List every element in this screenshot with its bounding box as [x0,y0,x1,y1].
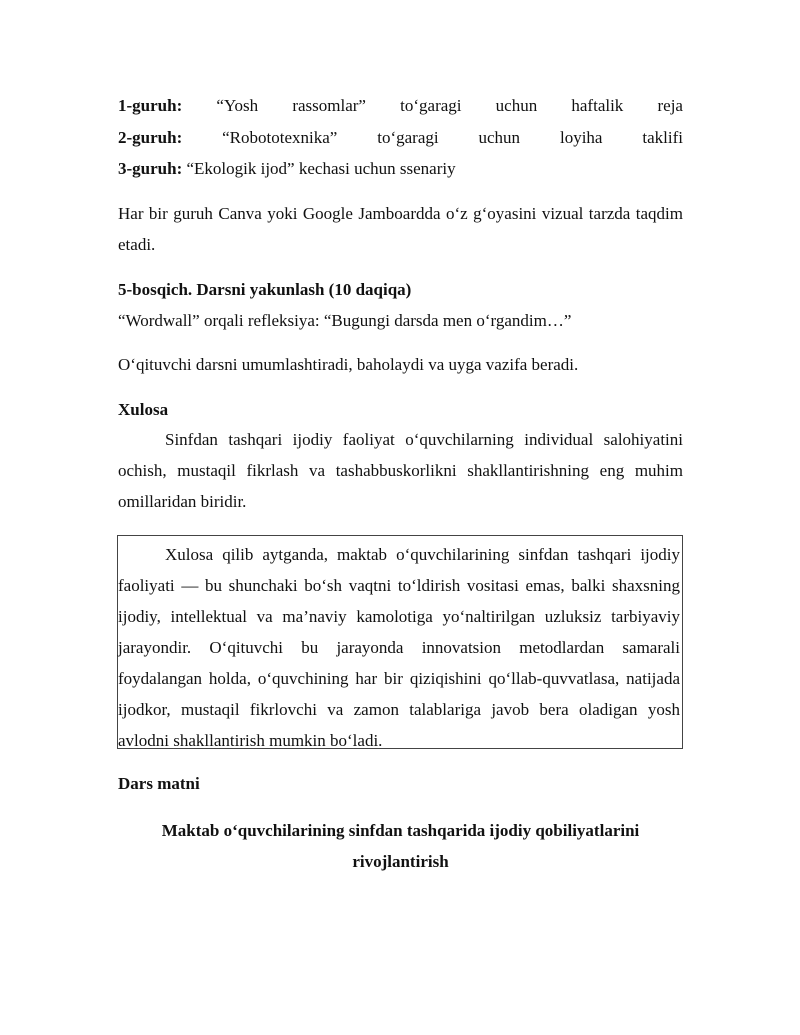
group-3-text: “Ekologik ijod” kechasi uchun ssenariy [186,159,456,178]
group-3-label: 3-guruh: [118,159,183,178]
group-1-line [118,96,683,116]
group-1-word: “Yosh [216,96,259,115]
group-1-word: to‘garagi [400,96,462,115]
group-2-label: 2-guruh: [118,128,183,147]
group-2-word: to‘garagi [377,128,439,147]
group-2-word: “Robototexnika” [222,128,338,147]
canva-paragraph: Har bir guruh Canva yoki Google Jamboardda o‘z g‘oyasini vizual tarzda taqdim etadi. [118,204,683,254]
group-2-line [118,128,683,148]
group-1-label: 1-guruh: [118,96,183,115]
boxed-summary-text: Xulosa qilib aytganda, maktab o‘quvchilarining sinfdan tashqari ijodiy faoliyati — bu shunchaki bo‘sh vaqtni to‘ldirish vositasi emas, balki shaxsning ijodiy, intellektual va ma’naviy kamolotiga yo‘naltirilgan uzluksiz tarbiyaviy jarayondir. O‘qituvchi bu jarayonda innovatsion metodlardan samarali foydalangan holda, o‘quvchining har bir qiziqishini qo‘llab-quvvatlasa, natijada ijodkor, mustaqil fikrlovchi va zamon talablariga javob bera oladigan yosh avlodni shakllantirish mumkin bo‘ladi. [118,545,680,750]
group-3-line [118,159,683,179]
group-2-word: loyiha [559,128,603,147]
conclusion-heading: Xulosa [118,400,169,419]
conclusion-paragraph: Sinfdan tashqari ijodiy faoliyat o‘quvchilarning individual salohiyatini ochish, mustaqil fikrlash va tashabbuskorlikni shakllantirishning eng muhim omillaridan biridir. [118,430,683,511]
group-2-word: taklifi [642,128,683,147]
group-1-word: rassomlar” [292,96,366,115]
group-1-word: uchun [495,96,538,115]
teacher-line: O‘qituvchi darsni umumlashtiradi, baholaydi va uyga vazifa beradi. [118,355,579,374]
group-1-word: haftalik [571,96,624,115]
reflection-line: “Wordwall” orqali refleksiya: “Bugungi darsda men o‘rgandim…” [118,311,572,330]
lesson-title: Maktab o‘quvchilarining sinfdan tashqarida ijodiy qobiliyatlarini rivojlantirish [161,821,640,871]
lesson-heading: Dars matni [118,774,200,793]
boxed-summary [117,535,683,749]
group-2-word: uchun [478,128,521,147]
group-1-word: reja [657,96,683,115]
step5-heading: 5-bosqich. Darsni yakunlash (10 daqiqa) [118,280,412,299]
